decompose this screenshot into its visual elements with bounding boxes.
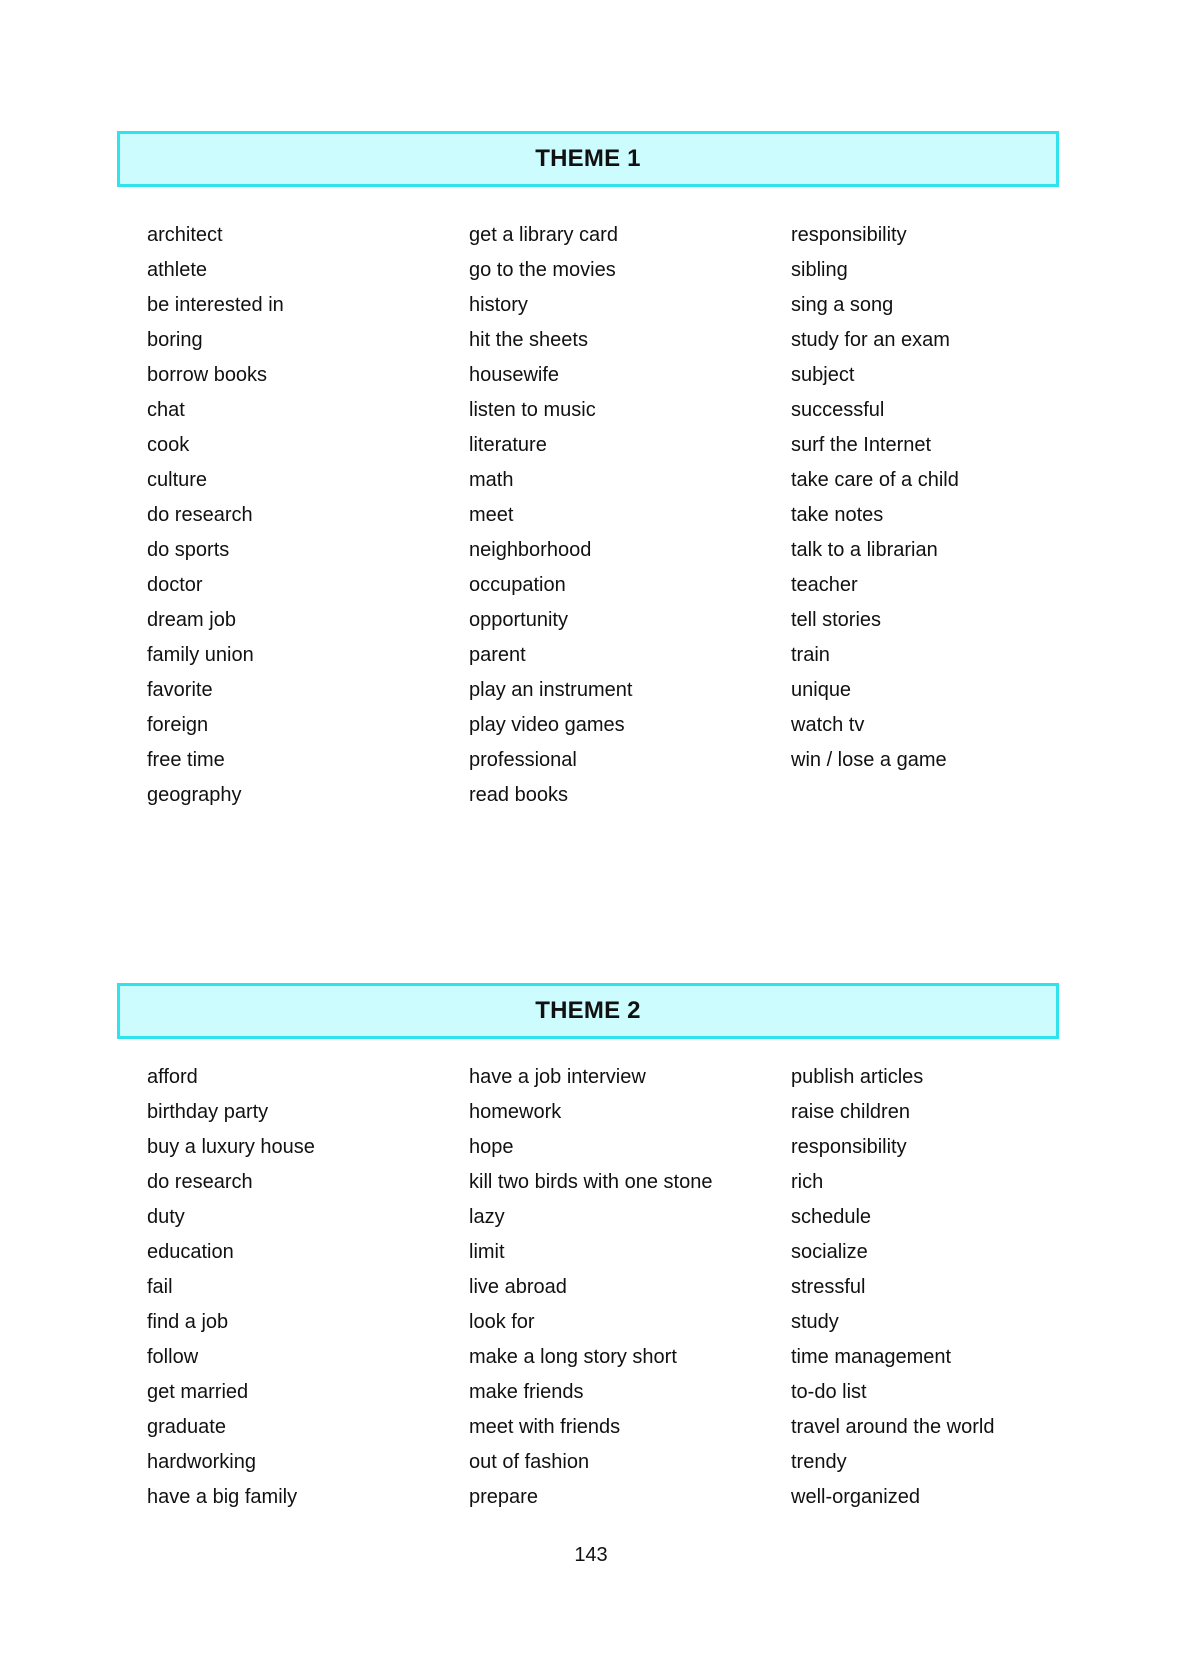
vocab-item: duty bbox=[147, 1206, 185, 1228]
vocab-item: do research bbox=[147, 1171, 253, 1193]
vocab-item: subject bbox=[791, 364, 855, 386]
vocab-item: socialize bbox=[791, 1241, 868, 1263]
vocab-item: math bbox=[469, 469, 514, 491]
vocab-item: read books bbox=[469, 784, 568, 806]
vocab-item: meet with friends bbox=[469, 1416, 621, 1438]
theme-2-column-2 bbox=[469, 1060, 712, 1515]
theme-2-title: THEME 2 bbox=[535, 997, 641, 1024]
vocab-item: literature bbox=[469, 434, 547, 456]
vocab-item: hardworking bbox=[147, 1451, 256, 1473]
theme-1-column-2 bbox=[469, 218, 632, 813]
vocab-item: dream job bbox=[147, 609, 236, 631]
vocab-item: schedule bbox=[791, 1206, 872, 1228]
vocab-item: hope bbox=[469, 1136, 514, 1158]
vocab-item: afford bbox=[147, 1066, 198, 1088]
vocab-item: fail bbox=[147, 1276, 173, 1298]
vocab-item: kill two birds with one stone bbox=[469, 1171, 713, 1193]
vocab-item: graduate bbox=[147, 1416, 226, 1438]
vocab-item: watch tv bbox=[791, 714, 865, 736]
vocab-item: raise children bbox=[791, 1101, 910, 1123]
vocab-item: get a library card bbox=[469, 224, 618, 246]
vocab-item: doctor bbox=[147, 574, 203, 596]
vocab-item: chat bbox=[147, 399, 185, 421]
vocab-item: hit the sheets bbox=[469, 329, 588, 351]
vocab-item: boring bbox=[147, 329, 203, 351]
vocab-item: have a job interview bbox=[469, 1066, 646, 1088]
vocab-item: culture bbox=[147, 469, 208, 491]
vocab-item: history bbox=[469, 294, 528, 316]
theme-1-header bbox=[117, 131, 1059, 187]
vocab-item: travel around the world bbox=[791, 1416, 995, 1438]
vocab-item: do sports bbox=[147, 539, 230, 561]
vocab-item: parent bbox=[469, 644, 526, 666]
vocab-item: go to the movies bbox=[469, 259, 616, 281]
vocab-item: lazy bbox=[469, 1206, 505, 1228]
vocab-item: talk to a librarian bbox=[791, 539, 938, 561]
vocab-item: geography bbox=[147, 784, 242, 806]
vocab-item: buy a luxury house bbox=[147, 1136, 315, 1158]
theme-1-column-1 bbox=[147, 218, 284, 813]
vocab-item: follow bbox=[147, 1346, 199, 1368]
vocab-item: time management bbox=[791, 1346, 952, 1368]
vocab-item: successful bbox=[791, 399, 885, 421]
vocab-item: study bbox=[791, 1311, 839, 1333]
vocab-item: do research bbox=[147, 504, 253, 526]
vocab-item: cook bbox=[147, 434, 190, 456]
vocab-item: make a long story short bbox=[469, 1346, 677, 1368]
vocab-item: athlete bbox=[147, 259, 208, 281]
vocab-item: sing a song bbox=[791, 294, 894, 316]
vocab-item: play an instrument bbox=[469, 679, 633, 701]
vocab-item: play video games bbox=[469, 714, 625, 736]
vocab-item: architect bbox=[147, 224, 223, 246]
vocab-item: responsibility bbox=[791, 1136, 907, 1158]
vocab-item: take care of a child bbox=[791, 469, 959, 491]
theme-2-header bbox=[117, 983, 1059, 1039]
vocab-item: housewife bbox=[469, 364, 560, 386]
vocab-item: rich bbox=[791, 1171, 824, 1193]
vocab-item: out of fashion bbox=[469, 1451, 590, 1473]
vocab-item: family union bbox=[147, 644, 254, 666]
vocab-item: listen to music bbox=[469, 399, 596, 421]
theme-2-column-3 bbox=[791, 1060, 994, 1515]
vocab-item: publish articles bbox=[791, 1066, 924, 1088]
vocab-item: take notes bbox=[791, 504, 884, 526]
vocab-item: find a job bbox=[147, 1311, 229, 1333]
vocab-item: surf the Internet bbox=[791, 434, 932, 456]
vocab-item: education bbox=[147, 1241, 234, 1263]
vocab-item: birthday party bbox=[147, 1101, 269, 1123]
vocab-item: free time bbox=[147, 749, 225, 771]
vocab-item: professional bbox=[469, 749, 577, 771]
theme-1-title: THEME 1 bbox=[535, 145, 641, 172]
vocab-item: sibling bbox=[791, 259, 848, 281]
page-number: 143 bbox=[574, 1544, 608, 1566]
vocab-item: neighborhood bbox=[469, 539, 592, 561]
vocab-item: live abroad bbox=[469, 1276, 567, 1298]
vocab-item: stressful bbox=[791, 1276, 866, 1298]
vocab-item: responsibility bbox=[791, 224, 907, 246]
vocab-item: foreign bbox=[147, 714, 209, 736]
vocab-item: train bbox=[791, 644, 830, 666]
vocab-item: favorite bbox=[147, 679, 213, 701]
vocab-item: homework bbox=[469, 1101, 562, 1123]
vocab-item: study for an exam bbox=[791, 329, 950, 351]
vocab-item: have a big family bbox=[147, 1486, 298, 1508]
vocab-item: make friends bbox=[469, 1381, 584, 1403]
vocab-item: look for bbox=[469, 1311, 535, 1333]
vocab-item: get married bbox=[147, 1381, 249, 1403]
vocab-item: limit bbox=[469, 1241, 505, 1263]
vocab-item: opportunity bbox=[469, 609, 568, 631]
theme-2-column-1 bbox=[147, 1060, 315, 1515]
vocab-item: well-organized bbox=[791, 1486, 920, 1508]
vocab-item: tell stories bbox=[791, 609, 882, 631]
vocab-item: win / lose a game bbox=[791, 749, 947, 771]
vocab-item: teacher bbox=[791, 574, 858, 596]
vocab-item: occupation bbox=[469, 574, 566, 596]
vocab-item: trendy bbox=[791, 1451, 847, 1473]
vocab-item: unique bbox=[791, 679, 852, 701]
vocab-item: to-do list bbox=[791, 1381, 867, 1403]
theme-1-column-3 bbox=[791, 218, 959, 778]
vocab-item: meet bbox=[469, 504, 514, 526]
vocab-item: be interested in bbox=[147, 294, 284, 316]
vocab-item: borrow books bbox=[147, 364, 268, 386]
vocab-item: prepare bbox=[469, 1486, 538, 1508]
